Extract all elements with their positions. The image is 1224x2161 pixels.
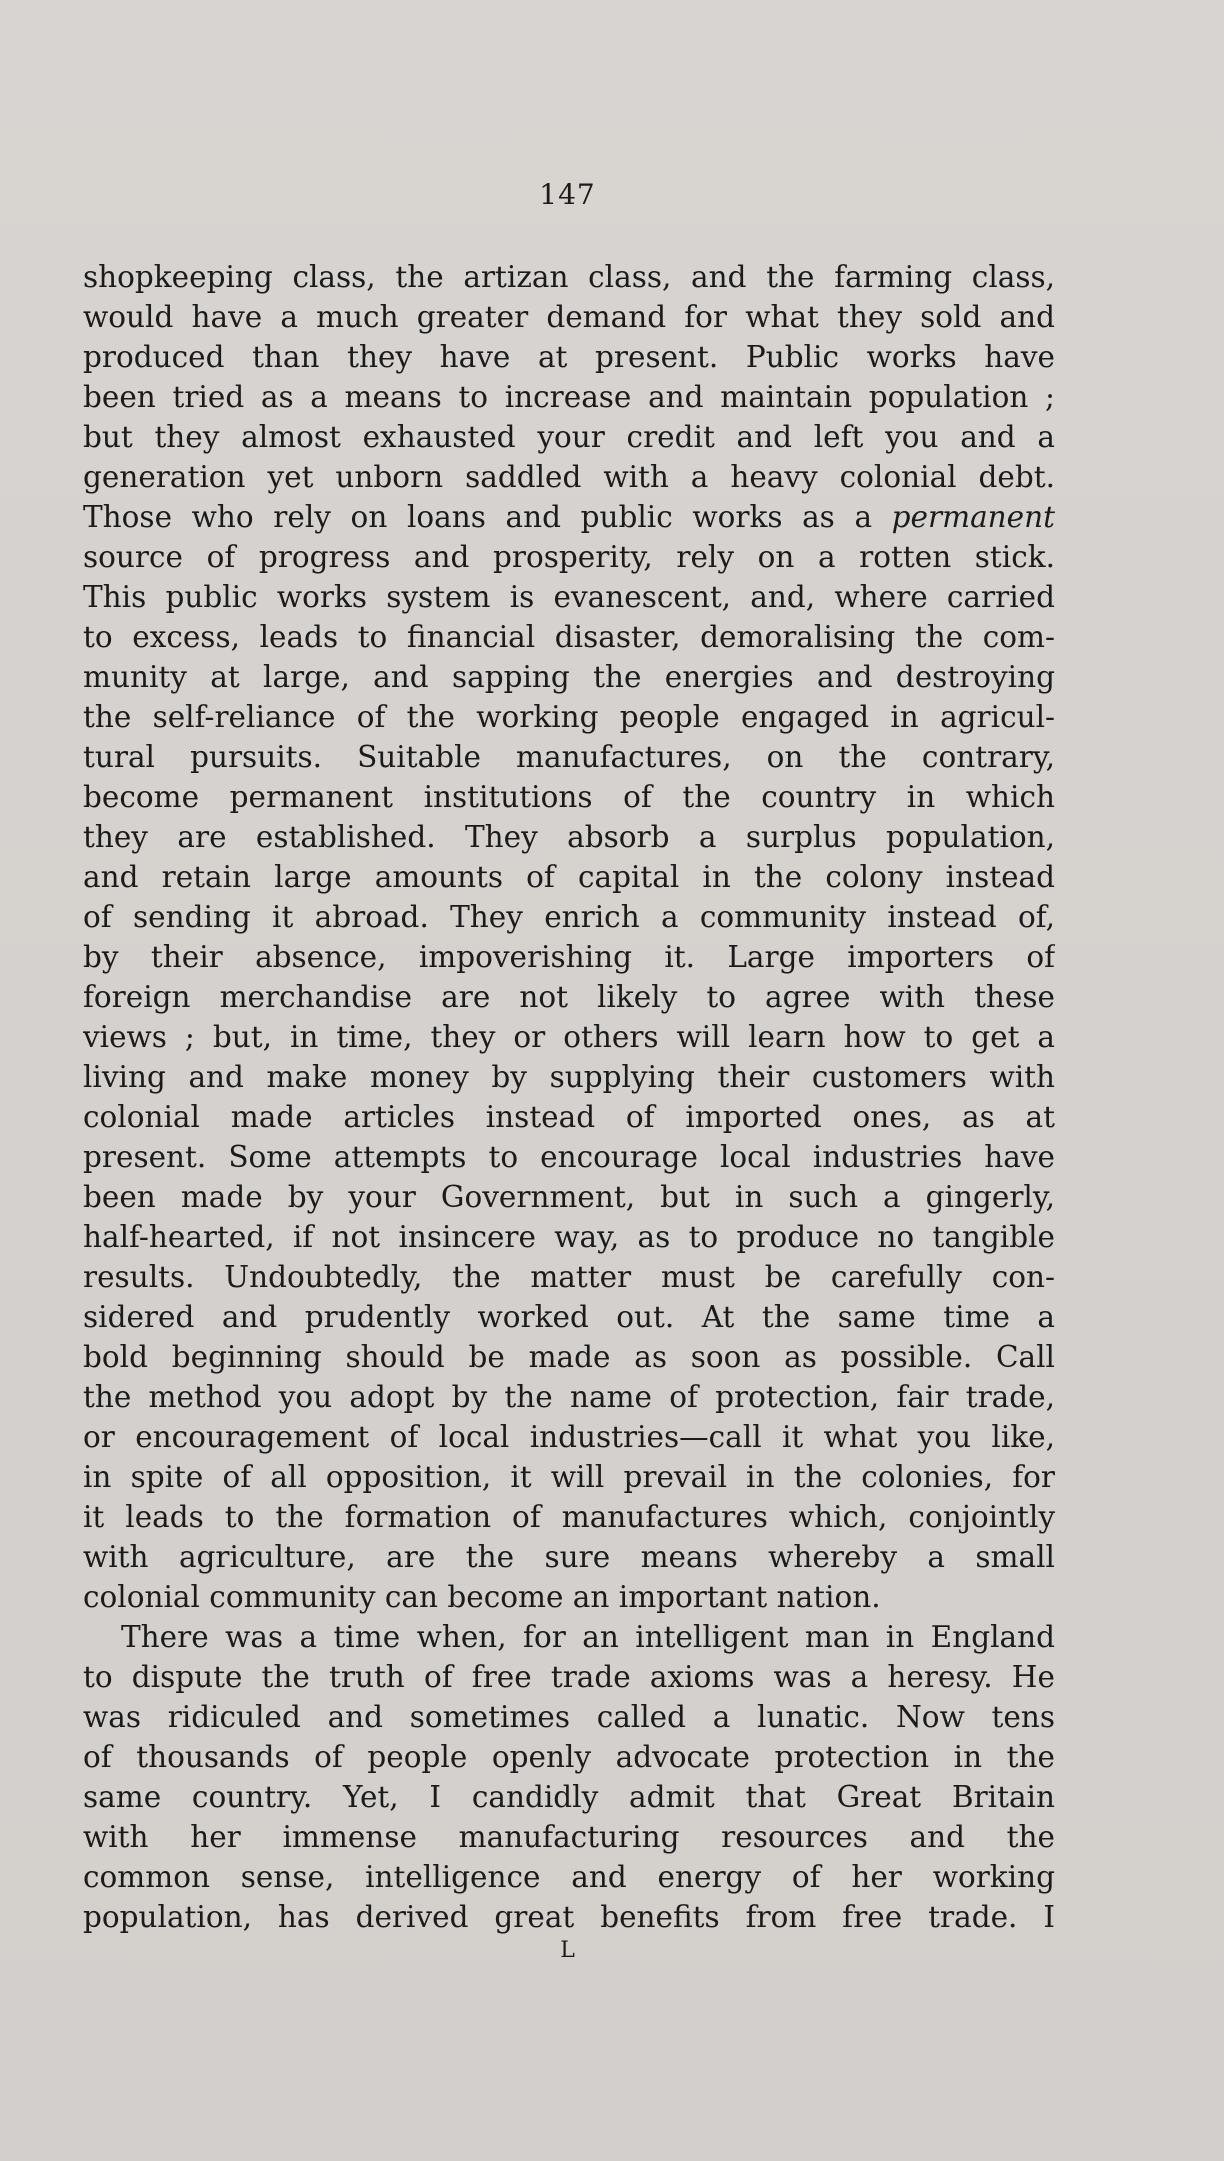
text-line: half-hearted, if not insincere way, as to produce no tangible	[83, 1220, 1055, 1254]
text-line: shopkeeping class, the artizan class, and the farming class,	[83, 260, 1055, 294]
text-line: living and make money by supplying their customers with	[83, 1060, 1055, 1094]
text-line: but they almost exhausted your credit and left you and a	[83, 420, 1055, 454]
text-line: or encouragement of local industries—call it what you like,	[83, 1420, 1055, 1454]
text-line: would have a much greater demand for what they sold and	[83, 300, 1055, 334]
text-line: tural pursuits. Suitable manufactures, on the contrary,	[83, 740, 1055, 774]
body-text	[83, 257, 1055, 1937]
text-line: of thousands of people openly advocate protection in the	[83, 1740, 1055, 1774]
text-line: with agriculture, are the sure means whereby a small	[83, 1540, 1055, 1574]
text-line: with her immense manufacturing resources and the	[83, 1820, 1055, 1854]
signature-mark: L	[560, 1938, 575, 1963]
page-number: 147	[539, 178, 596, 211]
text-line: same country. Yet, I candidly admit that Great Britain	[83, 1780, 1055, 1814]
text-line: colonial community can become an important nation.	[83, 1580, 881, 1614]
text-line: was ridiculed and sometimes called a lunatic. Now tens	[83, 1700, 1055, 1734]
text-line: to excess, leads to financial disaster, demoralising the com-	[83, 620, 1055, 654]
text-line: colonial made articles instead of imported ones, as at	[83, 1100, 1055, 1134]
text-line: foreign merchandise are not likely to agree with these	[83, 980, 1055, 1014]
text-line: and retain large amounts of capital in the colony instead	[83, 860, 1055, 894]
text-line: by their absence, impoverishing it. Large importers of	[83, 940, 1055, 974]
text-line: to dispute the truth of free trade axioms was a heresy. He	[83, 1660, 1055, 1694]
text-line-start: Those who rely on loans and public works as a	[83, 500, 873, 534]
paragraph-start-line: There was a time when, for an intelligent man in England	[121, 1620, 1055, 1654]
text-line: in spite of all opposition, it will prevail in the colonies, for	[83, 1460, 1055, 1494]
text-line: produced than they have at present. Public works have	[83, 340, 1055, 374]
text-line: bold beginning should be made as soon as possible. Call	[83, 1340, 1055, 1374]
text-line: of sending it abroad. They enrich a community instead of,	[83, 900, 1055, 934]
text-line: views ; but, in time, they or others will learn how to get a	[83, 1020, 1055, 1054]
text-line: they are established. They absorb a surplus population,	[83, 820, 1055, 854]
text-line: This public works system is evanescent, and, where carried	[83, 580, 1055, 614]
italic-emphasis: permanent	[891, 500, 1055, 534]
text-line: results. Undoubtedly, the matter must be carefully con-	[83, 1260, 1055, 1294]
text-line: munity at large, and sapping the energies and destroying	[83, 660, 1055, 694]
text-line: generation yet unborn saddled with a heavy colonial debt.	[83, 460, 1055, 494]
text-line: been made by your Government, but in such a gingerly,	[83, 1180, 1055, 1214]
text-line: it leads to the formation of manufactures which, conjointly	[83, 1500, 1055, 1534]
text-line	[83, 497, 1055, 537]
text-line: the method you adopt by the name of protection, fair trade,	[83, 1380, 1055, 1414]
text-line: common sense, intelligence and energy of her working	[83, 1860, 1055, 1894]
text-line: population, has derived great benefits from free trade. I	[83, 1900, 1055, 1934]
text-line: become permanent institutions of the country in which	[83, 780, 1055, 814]
text-line: the self-reliance of the working people engaged in agricul-	[83, 700, 1055, 734]
text-line: present. Some attempts to encourage local industries have	[83, 1140, 1055, 1174]
text-line: source of progress and prosperity, rely on a rotten stick.	[83, 540, 1055, 574]
text-line: sidered and prudently worked out. At the same time a	[83, 1300, 1055, 1334]
text-line: been tried as a means to increase and maintain population ;	[83, 380, 1055, 414]
